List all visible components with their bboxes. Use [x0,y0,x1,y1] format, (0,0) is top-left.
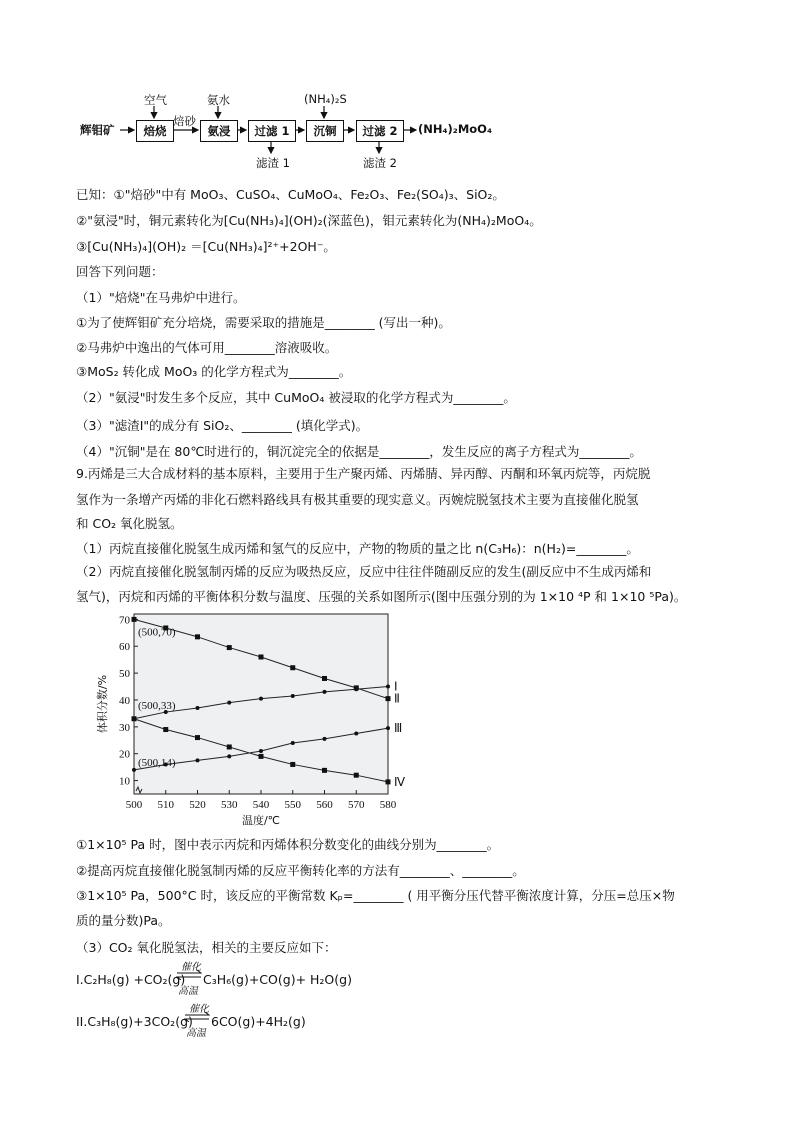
flow-box-filter1: 过滤 1 [248,120,296,142]
q3: （3）"滤渣Ⅰ"的成分有 SiO₂、________ (填化学式)。 [76,418,369,433]
data-point [290,665,295,670]
data-point [291,741,295,745]
data-point [386,779,391,784]
data-point [386,685,390,689]
q1-2: ②马弗炉中逸出的气体可用________溶液吸收。 [76,340,338,355]
flow-mid-sand: 焙砂 [173,114,196,128]
known-2: ②"氨浸"时，铜元素转化为[Cu(NH₃)₄](OH)₂(深蓝色)，钼元素转化为(NH₄)₂MoO₄。 [76,213,542,228]
x-tick-label: 500 [125,799,143,811]
flow-residue1: 滤渣 1 [256,156,290,170]
data-point [259,697,263,701]
eq2-cat-bottom: 高温 [186,1028,206,1039]
flow-input-ammonia: 氨水 [207,93,230,107]
y-tick-label: 70 [119,614,130,627]
p9-q2-cont: 氢气)，丙烷和丙烯的平衡体积分数与温度、压强的关系如图所示(图中压强分别的为 1×10 ⁴P 和 1×10 ⁵Pa)。 [76,589,687,604]
x-tick-label: 530 [221,799,238,811]
y-axis-label: 体积分数/% [96,674,109,734]
x-tick-label: 580 [379,799,397,811]
data-point [386,726,390,730]
known-3: ③[Cu(NH₃)₄](OH)₂ ＝[Cu(NH₃)₄]²⁺+2OH⁻。 [76,239,336,254]
p9-q2-3: ③1×10⁵ Pa，500°C 时，该反应的平衡常数 Kₚ=________ ( 用平衡分压代替平衡浓度计算，分压=总压×物 [76,888,675,903]
x-tick-label: 570 [348,799,365,811]
data-point [322,768,327,773]
y-tick-label: 30 [119,721,130,734]
eq1-cat-top: 催化 [181,962,201,973]
equilibrium-chart [88,606,408,828]
x-axis-label: 温度/℃ [241,814,281,827]
p9-line1: 9.丙烯是三大合成材料的基本原料，主要用于生产聚丙烯、丙烯腈、异丙醇、丙酮和环氧丙烷等，丙烷脱 [76,466,651,481]
annotation-label: (500,33) [138,699,176,712]
data-point [132,768,136,772]
annotation-label: (500,70) [138,626,176,639]
eq1-right: C₃H₆(g)+CO(g)+ H₂O(g) [203,972,352,987]
data-point [354,732,358,736]
eq2-right: 6CO(g)+4H₂(g) [211,1014,306,1029]
data-point [323,737,327,741]
eq1-cat-bottom: 高温 [178,986,198,997]
data-point [259,754,264,759]
chart-container [88,606,408,828]
p9-q1: （1）丙烷直接催化脱氢生成丙烯和氢气的反应中，产物的物质的量之比 n(C₃H₆)：n(H₂)=________。 [76,541,639,556]
eq2-equilibrium-arrow [184,1012,210,1022]
series-label: Ⅳ [394,774,406,789]
flow-box-roast: 焙烧 [136,120,174,142]
data-point [195,634,200,639]
data-point [322,676,327,681]
data-point [323,690,327,694]
annotation-label: (500,14) [138,756,176,769]
data-point [196,706,200,710]
series-label: Ⅰ [394,679,398,694]
eq2-cat-top: 催化 [189,1004,209,1015]
flow-input-sulfide: (NH₄)₂S [304,92,347,106]
p9-q2-3-cont: 质的量分数)Pa。 [76,913,171,928]
data-point [227,645,232,650]
x-tick-label: 550 [284,799,301,811]
p9-q2: （2）丙烷直接催化脱氢制丙烯的反应为吸热反应，反应中往往伴随副反应的发生(副反应中不生成丙烯和 [76,564,652,579]
data-point [291,694,295,698]
q1-1: ①为了使辉钼矿充分培烧，需要采取的措施是________ (写出一种)。 [76,315,451,330]
flow-box-filter2: 过滤 2 [356,120,404,142]
p9-q3: （3）CO₂ 氧化脱氢法，相关的主要反应如下： [76,940,337,955]
eq1-left: I.C₂H₈(g) +CO₂(g) [76,972,186,987]
series-label: Ⅱ [394,691,400,706]
y-tick-label: 10 [119,775,130,788]
p9-q2-2: ②提高丙烷直接催化脱氢制丙烯的反应平衡转化率的方法有________、________。 [76,863,525,878]
flow-product: (NH₄)₂MoO₄ [418,122,492,136]
data-point [227,701,231,705]
data-point [259,654,264,659]
data-point [163,727,168,732]
x-tick-label: 520 [189,799,206,811]
data-point [196,758,200,762]
eq1-equilibrium-arrow [176,970,202,980]
x-tick-label: 560 [316,799,333,811]
data-point [386,696,391,701]
data-point [290,762,295,767]
p9-line3: 和 CO₂ 氧化脱氢。 [76,516,183,531]
flow-box-leach: 氨浸 [200,120,238,142]
flow-input-air: 空气 [144,93,167,107]
data-point [227,744,232,749]
data-point [354,685,359,690]
flow-start: 辉钼矿 [80,123,115,137]
data-point [227,754,231,758]
p9-line2: 氢作为一条增产丙烯的非化石燃料路线具有极其重要的现实意义。丙婉烷脱氢技术主要为直接催化脱氢 [76,492,639,507]
flow-residue2: 滤渣 2 [363,156,397,170]
y-tick-label: 60 [119,641,130,654]
flowchart-arrows [0,0,794,180]
x-tick-label: 510 [157,799,174,811]
y-tick-label: 40 [119,694,130,707]
q2: （2）"氨浸"时发生多个反应，其中 CuMoO₄ 被浸取的化学方程式为________。 [76,390,516,405]
data-point [259,749,263,753]
series-label: Ⅲ [394,721,403,736]
q1: （1）"焙烧"在马弗炉中进行。 [76,290,246,305]
data-point [195,735,200,740]
q4: （4）"沉铜"是在 80℃时进行的，铜沉淀完全的依据是________，发生反应的离子方程式为________。 [76,444,642,459]
data-point [132,617,137,622]
known-1: 已知：①"焙砂"中有 MoO₃、CuSO₄、CuMoO₄、Fe₂O₃、Fe₂(SO₄)₃、SiO₂。 [76,187,505,202]
answer-intro: 回答下列问题： [76,264,164,279]
q1-3: ③MoS₂ 转化成 MoO₃ 的化学方程式为________。 [76,364,352,379]
data-point [132,716,137,721]
eq2-left: II.C₃H₈(g)+3CO₂(g) [76,1014,193,1029]
y-tick-label: 20 [119,748,130,761]
p9-q2-1: ①1×10⁵ Pa 时，图中表示丙烷和丙烯体积分数变化的曲线分别为________。 [76,837,500,852]
y-tick-label: 50 [119,668,130,681]
flow-box-copper: 沉铜 [306,120,344,142]
x-tick-label: 540 [252,799,270,811]
data-point [354,773,359,778]
